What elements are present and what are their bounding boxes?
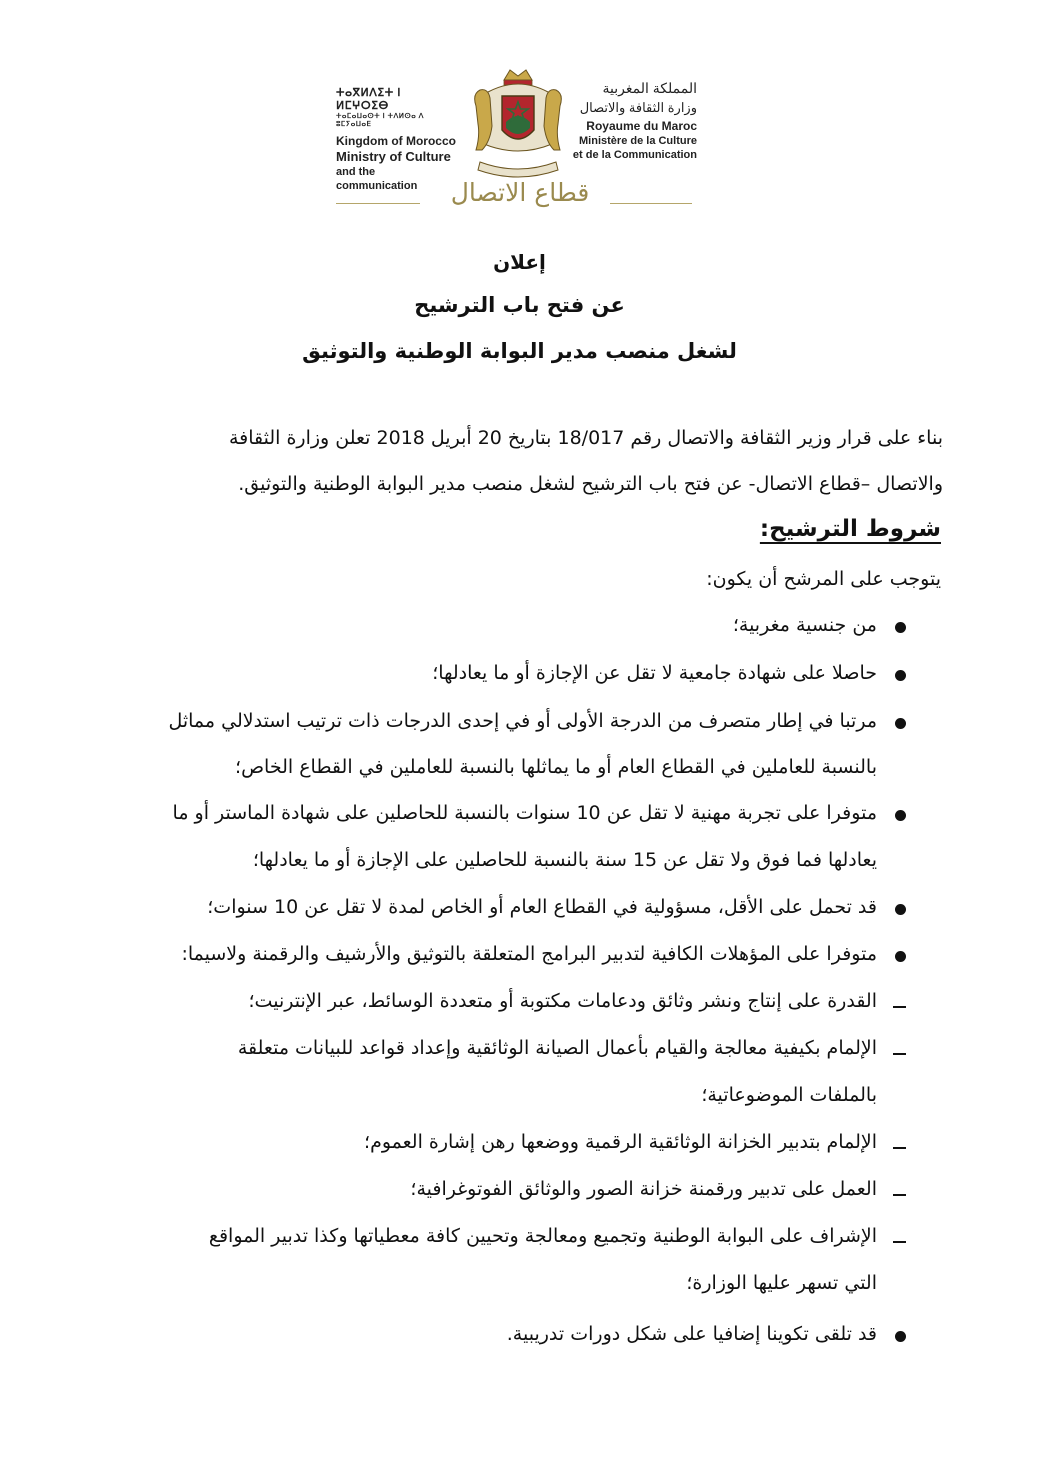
dash-icon xyxy=(893,1194,906,1196)
announcement-title: إعلان xyxy=(493,250,546,274)
dash-icon xyxy=(893,1147,906,1149)
tifinagh-kingdom-label: ⵜⴰⴳⵍⴷⵉⵜ ⵏ ⵍⵎⵖⵔⵉⴱ xyxy=(336,87,402,112)
condition-degree: حاصلا على شهادة جامعية لا تقل عن الإجازة أو ما يعادلها؛ xyxy=(432,662,877,684)
bullet-icon xyxy=(895,718,906,729)
dash-icon xyxy=(893,1053,906,1055)
condition-experience-line-2: يعادلها فما فوق ولا تقل عن 15 سنة بالنسبة للحاصلين على الإجازة أو ما يعادلها؛ xyxy=(252,849,877,871)
letterhead xyxy=(0,0,1039,230)
english-ministry-label: Ministry of Culture xyxy=(336,149,451,164)
skill-photo-library: العمل على تدبير ورقمنة خزانة الصور والوثائق الفوتوغرافية؛ xyxy=(410,1178,877,1200)
bullet-icon xyxy=(895,622,906,633)
moroccan-coat-of-arms-icon xyxy=(466,66,570,182)
ministry-name-left-block xyxy=(336,86,456,193)
french-ministry-label: Ministère de la Culture xyxy=(579,135,697,147)
sector-divider-left xyxy=(336,203,420,204)
ministry-name-right-block xyxy=(572,78,697,162)
intro-line-1: بناء على قرار وزير الثقافة والاتصال رقم 18/017 بتاريخ 20 أبريل 2018 تعلن وزارة الثقافة xyxy=(228,427,943,449)
announcement-subtitle: عن فتح باب الترشيح xyxy=(414,293,625,317)
sector-divider-right xyxy=(610,203,692,204)
skill-portal-line-2: التي تسهر عليها الوزارة؛ xyxy=(686,1272,877,1294)
condition-grade-line-1: مرتبا في إطار متصرف من الدرجة الأولى أو في إحدى الدرجات ذات ترتيب استدلالي مماثل xyxy=(168,710,877,732)
condition-qualifications: متوفرا على المؤهلات الكافية لتدبير البرامج المتعلقة بالتوثيق والأرشيف والرقمنة ولاسيما: xyxy=(181,943,877,965)
condition-responsibility: قد تحمل على الأقل، مسؤولية في القطاع العام أو الخاص لمدة لا تقل عن 10 سنوات؛ xyxy=(207,896,877,918)
intro-line-2: والاتصال –قطاع الاتصال- عن فتح باب الترشيح لشغل منصب مدير البوابة الوطنية والتوثيق. xyxy=(238,473,943,495)
tifinagh-ministry-label: ⵜⴰⵎⴰⵡⴰⵙⵜ ⵏ ⵜⴷⵍⵙⴰ ⴷ ⵓⵎⵢⴰⵡⴰⴹ xyxy=(336,113,424,128)
arabic-kingdom-label: المملكة المغربية xyxy=(602,80,697,96)
skill-publishing: القدرة على إنتاج ونشر وثائق ودعامات مكتوبة أو متعددة الوسائط، عبر الإنترنيت؛ xyxy=(248,990,877,1012)
english-communication-label: and the communication xyxy=(336,166,418,192)
skill-documentation-line-1: الإلمام بكيفية معالجة والقيام بأعمال الصيانة الوثائقية وإعداد قواعد للبيانات متعلقة xyxy=(237,1037,877,1059)
condition-training: قد تلقى تكوينا إضافيا على شكل دورات تدريبية. xyxy=(506,1323,877,1345)
sector-label: قطاع الاتصال xyxy=(450,178,590,207)
dash-icon xyxy=(893,1241,906,1243)
condition-grade-line-2: بالنسبة للعاملين في القطاع العام أو ما يماثلها بالنسبة للعاملين في القطاع الخاص؛ xyxy=(235,756,877,778)
bullet-icon xyxy=(895,1331,906,1342)
bullet-icon xyxy=(895,904,906,915)
conditions-lead: يتوجب على المرشح أن يكون: xyxy=(706,568,941,590)
condition-nationality: من جنسية مغربية؛ xyxy=(732,614,877,636)
french-communication-label: et de la Communication xyxy=(572,149,697,161)
skill-documentation-line-2: بالملفات الموضوعاتية؛ xyxy=(701,1084,877,1106)
skill-digital-library: الإلمام بتدبير الخزانة الوثائقية الرقمية ووضعها رهن إشارة العموم؛ xyxy=(364,1131,877,1153)
french-kingdom-label: Royaume du Maroc xyxy=(586,119,697,133)
condition-experience-line-1: متوفرا على تجربة مهنية لا تقل عن 10 سنوات بالنسبة للحاصلين على شهادة الماستر أو ما xyxy=(172,802,877,824)
arabic-ministry-label: وزارة الثقافة والاتصال xyxy=(579,100,697,115)
dash-icon xyxy=(893,1006,906,1008)
conditions-heading: شروط الترشيح: xyxy=(759,516,941,542)
english-kingdom-label: Kingdom of Morocco xyxy=(336,134,456,148)
announcement-position: لشغل منصب مدير البوابة الوطنية والتوثيق xyxy=(302,339,737,363)
skill-portal-line-1: الإشراف على البوابة الوطنية وتجميع ومعالجة وتحيين كافة معطياتها وكذا تدبير المواقع xyxy=(208,1225,877,1247)
bullet-icon xyxy=(895,951,906,962)
bullet-icon xyxy=(895,670,906,681)
bullet-icon xyxy=(895,810,906,821)
